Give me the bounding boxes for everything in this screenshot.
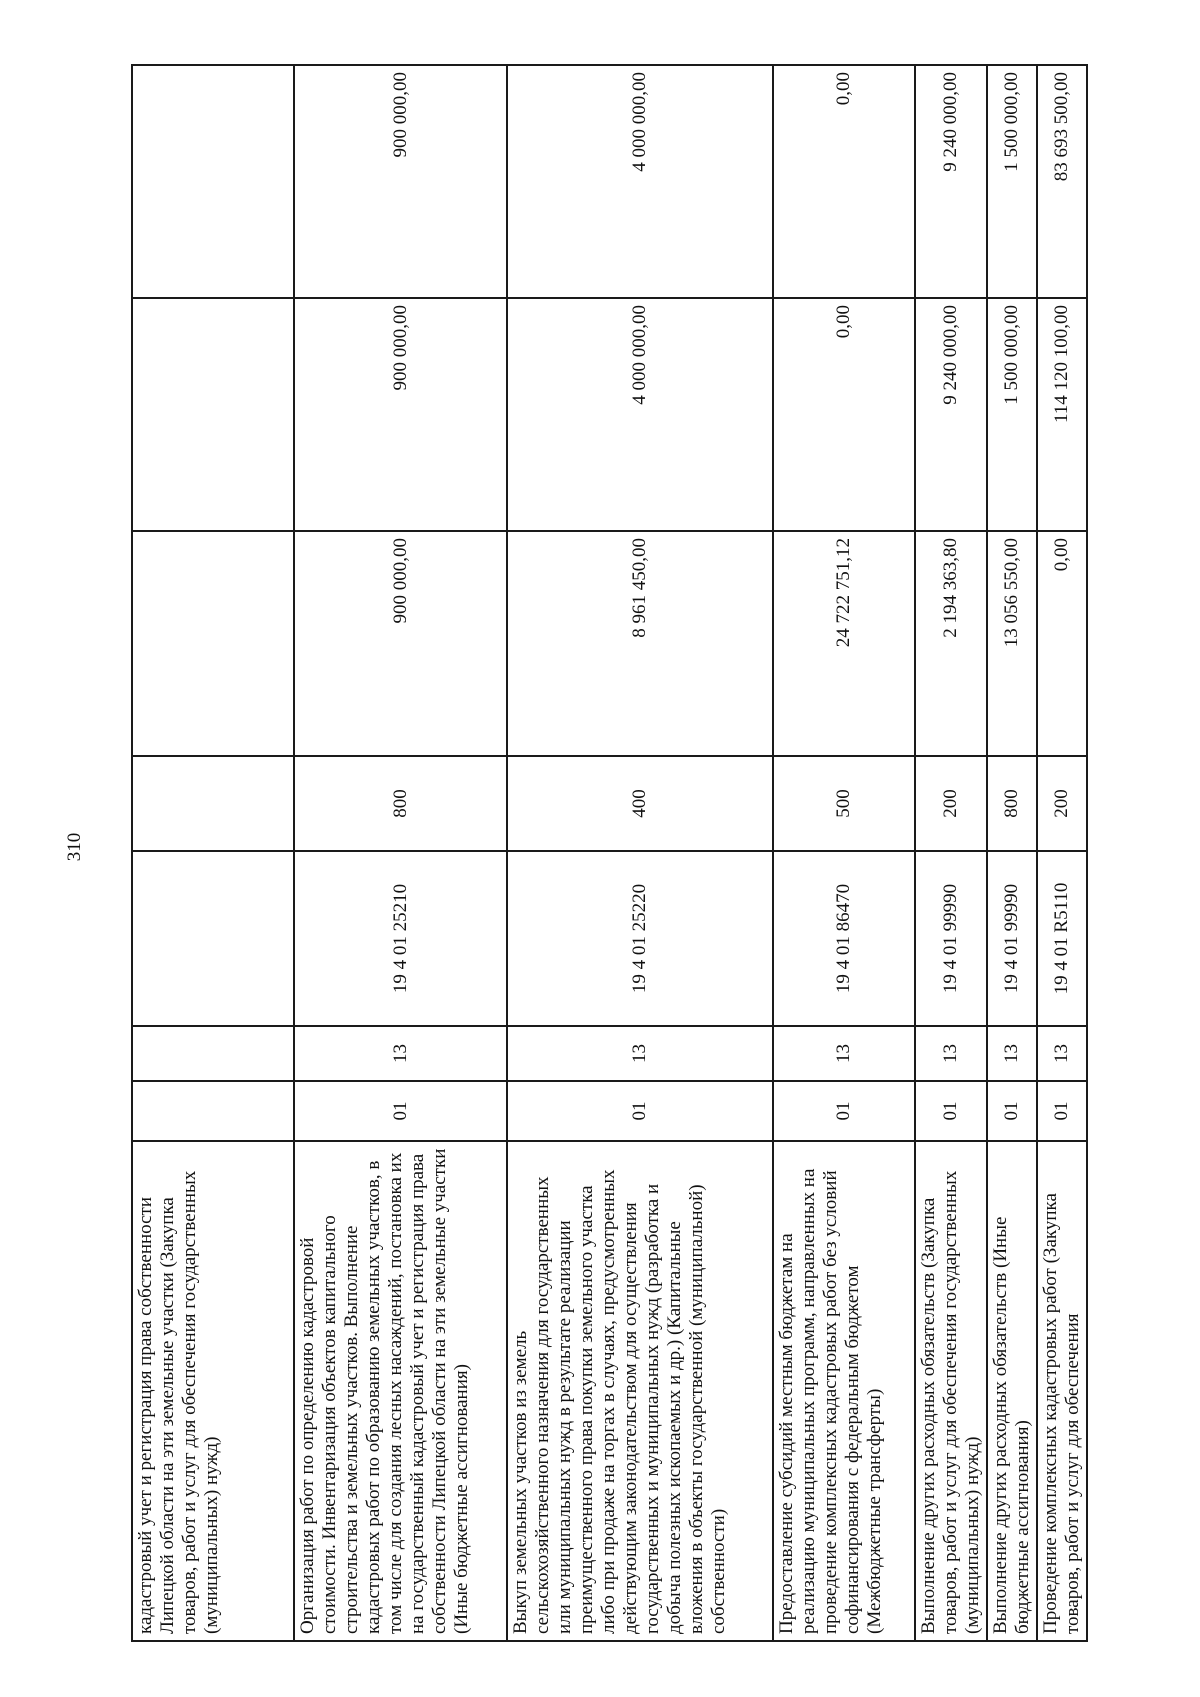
cell-target-article: 19 4 01 99990 bbox=[915, 851, 987, 1026]
cell-section: 01 bbox=[987, 1081, 1037, 1141]
cell-expense-type: 800 bbox=[987, 756, 1037, 851]
cell-section bbox=[132, 1081, 294, 1141]
cell-target-article: 19 4 01 86470 bbox=[773, 851, 915, 1026]
cell-target-article: 19 4 01 99990 bbox=[987, 851, 1037, 1026]
cell-subsection: 13 bbox=[987, 1026, 1037, 1081]
cell-section: 01 bbox=[294, 1081, 507, 1141]
cell-subsection: 13 bbox=[1037, 1026, 1087, 1081]
budget-table bbox=[131, 64, 1088, 1642]
cell-amount-year-2: 0,00 bbox=[773, 298, 915, 531]
cell-expense-type bbox=[132, 756, 294, 851]
cell-expense-type: 200 bbox=[915, 756, 987, 851]
cell-description: Выкуп земельных участков из земель сельскохозяйственного назначения для государственных или муниципальных нужд в результате реализации преимущественного права покупки земельного участка либо при продаже на торгах в случаях, предусмотренных действующим законодательством для осуществления государственных и муниципальных нужд (разработка и добыча полезных ископаемых и др.) (Капитальные вложения в объекты государственной (муниципальной) собственности) bbox=[507, 1141, 773, 1641]
cell-description: кадастровый учет и регистрация права собственности Липецкой области на эти земельные участки (Закупка товаров, работ и услуг для обеспечения государственных (муниципальных) нужд) bbox=[132, 1141, 294, 1641]
cell-amount-year-1: 8 961 450,00 bbox=[507, 531, 773, 756]
cell-description: Организация работ по определению кадастровой стоимости. Инвентаризация объектов капитального строительства и земельных участков. Выполнение кадастровых работ по образованию земельных участков, в том числе для создания лесных насаждений, постановка их на государственный кадастровый учет и регистрация права собственности Липецкой области на эти земельные участки (Иные бюджетные ассигнования) bbox=[294, 1141, 507, 1641]
budget-table-rotated bbox=[131, 66, 1083, 1642]
cell-amount-year-1: 2 194 363,80 bbox=[915, 531, 987, 756]
cell-amount-year-2 bbox=[132, 298, 294, 531]
cell-amount-year-1: 900 000,00 bbox=[294, 531, 507, 756]
table-row bbox=[132, 65, 294, 1641]
cell-section: 01 bbox=[915, 1081, 987, 1141]
cell-section: 01 bbox=[1037, 1081, 1087, 1141]
cell-subsection: 13 bbox=[294, 1026, 507, 1081]
cell-description: Выполнение других расходных обязательств (Закупка товаров, работ и услуг для обеспечения государственных (муниципальных) нужд) bbox=[915, 1141, 987, 1641]
cell-subsection: 13 bbox=[507, 1026, 773, 1081]
cell-description: Проведение комплексных кадастровых работ (Закупка товаров, работ и услуг для обеспечения bbox=[1037, 1141, 1087, 1641]
table-row bbox=[773, 65, 915, 1641]
cell-subsection: 13 bbox=[773, 1026, 915, 1081]
cell-amount-year-2: 4 000 000,00 bbox=[507, 298, 773, 531]
table-row bbox=[915, 65, 987, 1641]
cell-target-article: 19 4 01 25220 bbox=[507, 851, 773, 1026]
cell-amount-year-2: 1 500 000,00 bbox=[987, 298, 1037, 531]
cell-amount-year-3: 83 693 500,00 bbox=[1037, 65, 1087, 298]
cell-amount-year-3: 0,00 bbox=[773, 65, 915, 298]
cell-amount-year-3: 9 240 000,00 bbox=[915, 65, 987, 298]
cell-amount-year-2: 9 240 000,00 bbox=[915, 298, 987, 531]
cell-amount-year-3: 4 000 000,00 bbox=[507, 65, 773, 298]
cell-amount-year-1 bbox=[132, 531, 294, 756]
table-row bbox=[294, 65, 507, 1641]
table-row bbox=[987, 65, 1037, 1641]
cell-amount-year-3: 900 000,00 bbox=[294, 65, 507, 298]
page-number: 310 bbox=[64, 832, 85, 862]
cell-section: 01 bbox=[773, 1081, 915, 1141]
cell-expense-type: 500 bbox=[773, 756, 915, 851]
cell-description: Предоставление субсидий местным бюджетам на реализацию муниципальных программ, направленных на проведение комплексных кадастровых работ без условий софинансирования с федеральным бюджетом (Межбюджетные трансферты) bbox=[773, 1141, 915, 1641]
cell-target-article: 19 4 01 R5110 bbox=[1037, 851, 1087, 1026]
cell-amount-year-2: 900 000,00 bbox=[294, 298, 507, 531]
cell-expense-type: 200 bbox=[1037, 756, 1087, 851]
cell-target-article: 19 4 01 25210 bbox=[294, 851, 507, 1026]
cell-subsection bbox=[132, 1026, 294, 1081]
table-row bbox=[1037, 65, 1087, 1641]
cell-expense-type: 400 bbox=[507, 756, 773, 851]
cell-amount-year-2: 114 120 100,00 bbox=[1037, 298, 1087, 531]
cell-description: Выполнение других расходных обязательств (Иные бюджетные ассигнования) bbox=[987, 1141, 1037, 1641]
cell-amount-year-3 bbox=[132, 65, 294, 298]
cell-target-article bbox=[132, 851, 294, 1026]
cell-amount-year-1: 0,00 bbox=[1037, 531, 1087, 756]
cell-amount-year-1: 24 722 751,12 bbox=[773, 531, 915, 756]
cell-expense-type: 800 bbox=[294, 756, 507, 851]
cell-amount-year-3: 1 500 000,00 bbox=[987, 65, 1037, 298]
cell-amount-year-1: 13 056 550,00 bbox=[987, 531, 1037, 756]
cell-subsection: 13 bbox=[915, 1026, 987, 1081]
cell-section: 01 bbox=[507, 1081, 773, 1141]
table-row bbox=[507, 65, 773, 1641]
